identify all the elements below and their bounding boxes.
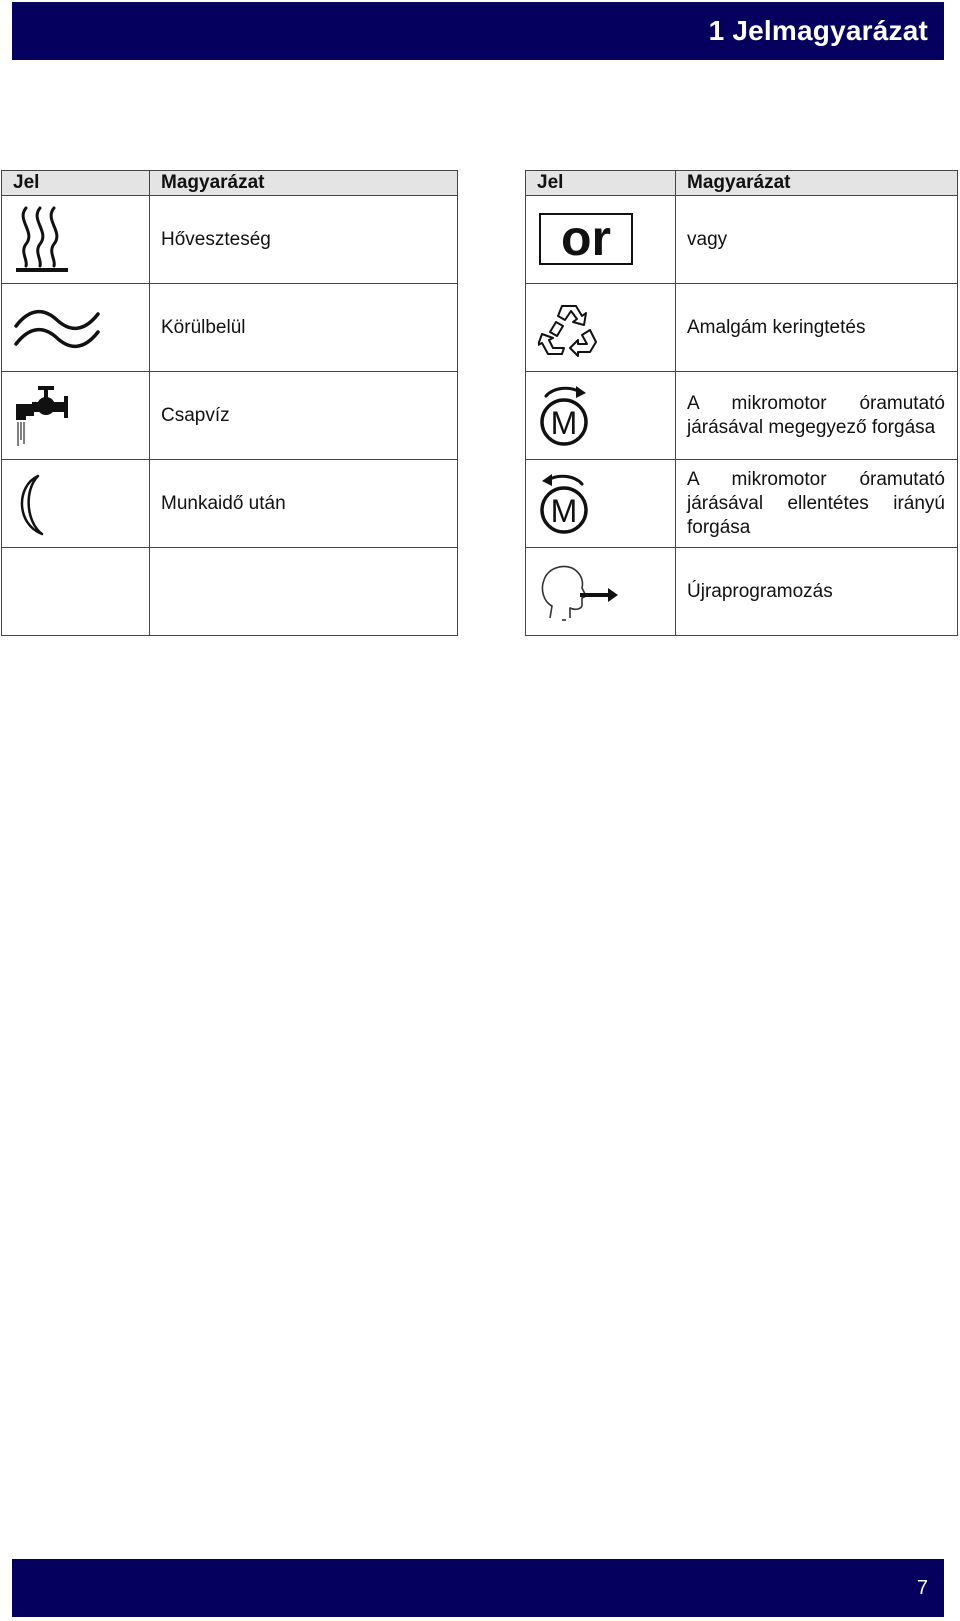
explanation-cell: Munkaidő után bbox=[150, 460, 458, 548]
symbol-cell bbox=[526, 460, 676, 548]
column-header-explanation: Magyarázat bbox=[676, 171, 958, 196]
tap-water-icon bbox=[12, 382, 72, 450]
column-header-explanation: Magyarázat bbox=[150, 171, 458, 196]
footer-bar bbox=[12, 1559, 944, 1617]
symbol-cell bbox=[526, 196, 676, 284]
explanation-cell: Hőveszteség bbox=[150, 196, 458, 284]
column-header-symbol: Jel bbox=[2, 171, 150, 196]
explanation-cell: Csapvíz bbox=[150, 372, 458, 460]
table-row bbox=[526, 548, 958, 636]
symbol-cell bbox=[2, 196, 150, 284]
table-row bbox=[2, 460, 458, 548]
table-row bbox=[2, 548, 458, 636]
symbol-cell bbox=[526, 548, 676, 636]
micromotor-label: M bbox=[550, 493, 578, 529]
micromotor-label: M bbox=[550, 405, 578, 441]
explanation-cell: A mikromotor óramutató járásával ellentétes irányú forgása bbox=[676, 460, 958, 548]
table-header-row bbox=[2, 171, 458, 196]
explanation-cell: Körülbelül bbox=[150, 284, 458, 372]
page-number: 7 bbox=[916, 1576, 928, 1599]
approximately-icon bbox=[12, 304, 102, 352]
heat-loss-icon bbox=[12, 204, 72, 274]
table-row bbox=[2, 196, 458, 284]
symbol-cell bbox=[526, 372, 676, 460]
or-icon-text: or bbox=[561, 213, 611, 265]
page-title: 1 Jelmagyarázat bbox=[708, 15, 928, 46]
micromotor-counterclockwise-icon bbox=[536, 468, 592, 536]
table-row bbox=[526, 460, 958, 548]
or-icon bbox=[539, 213, 633, 265]
table-row bbox=[526, 372, 958, 460]
symbol-cell bbox=[2, 548, 150, 636]
table-row bbox=[526, 196, 958, 284]
table-row bbox=[526, 284, 958, 372]
recycle-icon bbox=[538, 298, 600, 358]
legend-table-right bbox=[525, 170, 958, 636]
explanation-cell: vagy bbox=[676, 196, 958, 284]
table-row bbox=[2, 372, 458, 460]
legend-table-left bbox=[1, 170, 458, 636]
reprogramming-head-icon bbox=[536, 560, 622, 626]
moon-icon bbox=[12, 472, 52, 538]
explanation-cell: Amalgám keringtetés bbox=[676, 284, 958, 372]
explanation-cell bbox=[150, 548, 458, 636]
micromotor-clockwise-icon bbox=[536, 380, 592, 448]
header-bar bbox=[12, 2, 944, 60]
explanation-cell: Újraprogramozás bbox=[676, 548, 958, 636]
symbol-cell bbox=[526, 284, 676, 372]
column-header-symbol: Jel bbox=[526, 171, 676, 196]
table-header-row bbox=[526, 171, 958, 196]
symbol-cell bbox=[2, 460, 150, 548]
table-row bbox=[2, 284, 458, 372]
symbol-cell bbox=[2, 372, 150, 460]
symbol-cell bbox=[2, 284, 150, 372]
explanation-cell: A mikromotor óramutató járásával megegyező forgása bbox=[676, 372, 958, 460]
